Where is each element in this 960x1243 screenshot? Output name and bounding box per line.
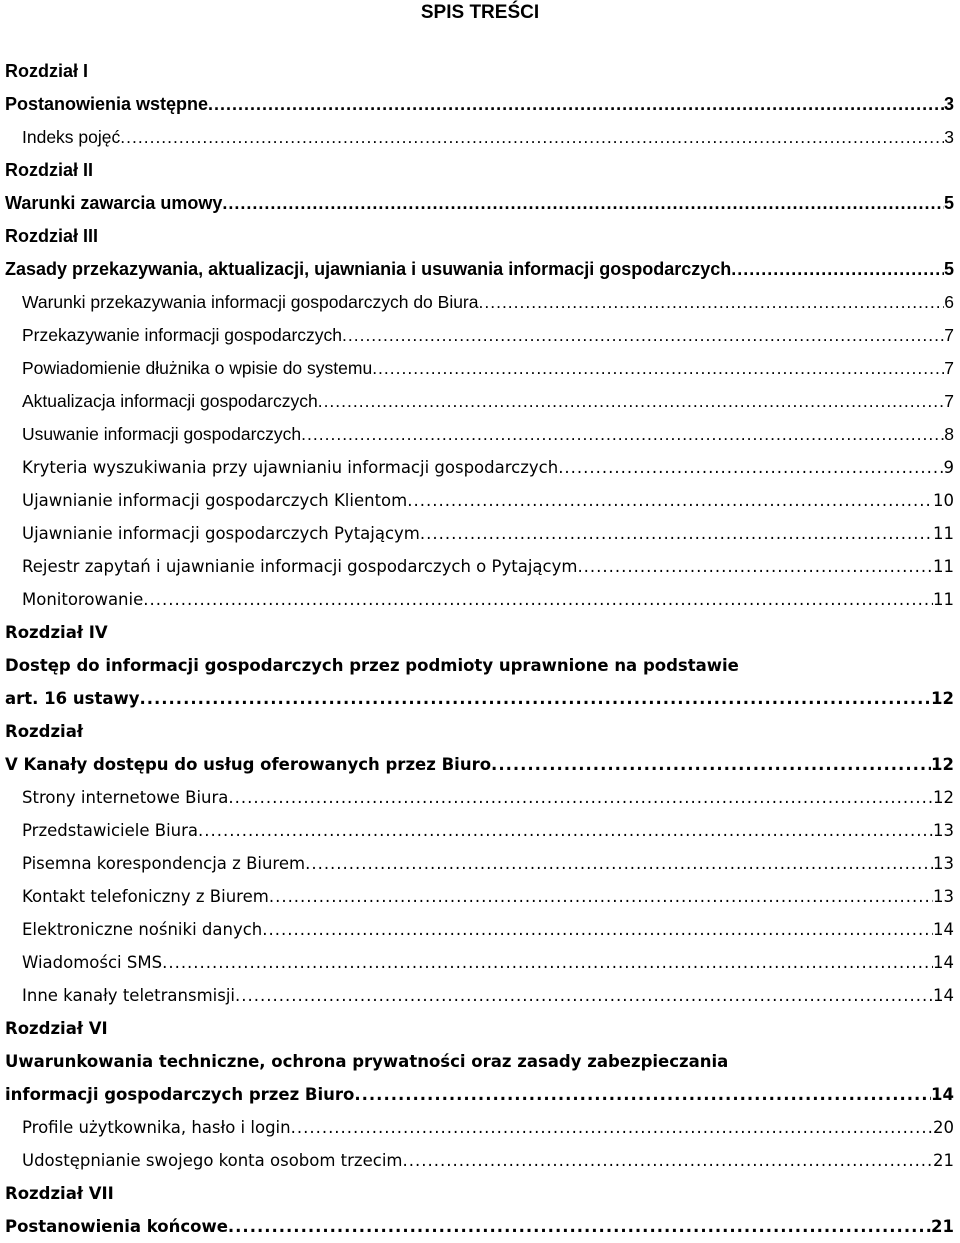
- toc-entry-title: Przedstawiciele Biura: [22, 821, 199, 840]
- toc-page-number: 5: [943, 193, 954, 213]
- toc-dot-leader: [162, 953, 933, 972]
- toc-entry[interactable]: [5, 814, 954, 847]
- toc-entry[interactable]: [5, 352, 954, 385]
- toc-entry-title: Udostępnianie swojego konta osobom trzecim: [22, 1151, 403, 1170]
- toc-entry[interactable]: [5, 880, 954, 913]
- toc-page-number: 5: [943, 259, 954, 279]
- toc-entry-title: informacji gospodarczych przez Biuro: [5, 1085, 355, 1104]
- toc-dot-leader: [228, 1217, 931, 1236]
- toc-entry-title: Zasady przekazywania, aktualizacji, ujawniania i usuwania informacji gospodarczych: [5, 259, 732, 279]
- toc-entry-title: V Kanały dostępu do usług oferowanych przez Biuro: [5, 755, 492, 774]
- toc-dot-leader: [318, 391, 945, 412]
- toc-heading: [5, 1012, 954, 1045]
- toc-entry-title: art. 16 ustawy: [5, 689, 140, 708]
- toc-entry-title: Postanowienia końcowe: [5, 1217, 228, 1236]
- toc-entry[interactable]: [5, 385, 954, 418]
- toc-dot-leader: [731, 259, 944, 280]
- toc-heading: [5, 154, 954, 187]
- toc-dot-leader: [558, 458, 943, 477]
- toc-entry[interactable]: [5, 682, 954, 715]
- table-of-contents: [5, 55, 954, 1243]
- toc-dot-leader: [407, 491, 933, 510]
- toc-dot-leader: [354, 1085, 931, 1104]
- toc-page-number: 21: [933, 1151, 954, 1170]
- toc-heading: [5, 715, 954, 748]
- toc-page-number: 13: [933, 821, 954, 840]
- toc-heading: [5, 1177, 954, 1210]
- toc-dot-leader: [262, 920, 933, 939]
- toc-heading: [5, 55, 954, 88]
- toc-page-number: 8: [944, 424, 954, 444]
- toc-dot-leader: [235, 986, 933, 1005]
- toc-entry-title: Rozdział: [5, 722, 83, 741]
- toc-entry[interactable]: [5, 1111, 954, 1144]
- toc-dot-leader: [269, 887, 933, 906]
- toc-entry[interactable]: [5, 781, 954, 814]
- toc-page-number: 11: [933, 590, 954, 609]
- toc-entry[interactable]: [5, 1144, 954, 1177]
- toc-page-number: 14: [931, 1085, 954, 1104]
- toc-dot-leader: [291, 1118, 933, 1137]
- toc-entry-title: Usuwanie informacji gospodarczych: [22, 424, 302, 444]
- toc-dot-leader: [577, 557, 933, 576]
- toc-heading: [5, 1045, 954, 1078]
- toc-entry[interactable]: [5, 1210, 954, 1243]
- toc-dot-leader: [208, 94, 944, 115]
- toc-entry-title: Indeks pojęć: [22, 127, 121, 147]
- toc-entry[interactable]: [5, 187, 954, 220]
- toc-entry[interactable]: [5, 253, 954, 286]
- toc-entry-title: Monitorowanie: [22, 590, 144, 609]
- toc-page-number: 7: [944, 358, 954, 378]
- toc-page-number: 20: [933, 1118, 954, 1137]
- toc-entry-title: Przekazywanie informacji gospodarczych: [22, 325, 342, 345]
- toc-page-number: 21: [931, 1217, 954, 1236]
- toc-entry[interactable]: [5, 847, 954, 880]
- toc-page-number: 12: [933, 788, 954, 807]
- toc-entry-title: Ujawnianie informacji gospodarczych Pytającym: [22, 524, 420, 543]
- toc-page-number: 11: [933, 524, 954, 543]
- toc-entry-title: Ujawnianie informacji gospodarczych Klientom: [22, 491, 408, 510]
- toc-dot-leader: [198, 821, 933, 840]
- toc-page-number: 12: [931, 755, 954, 774]
- toc-page-number: 14: [933, 920, 954, 939]
- toc-page-number: 14: [933, 953, 954, 972]
- toc-page-number: 7: [944, 391, 954, 411]
- toc-entry-title: Profile użytkownika, hasło i login: [22, 1118, 291, 1137]
- toc-entry-title: Rozdział I: [5, 61, 89, 81]
- toc-entry[interactable]: [5, 319, 954, 352]
- toc-dot-leader: [420, 524, 933, 543]
- toc-dot-leader: [228, 788, 933, 807]
- toc-entry[interactable]: [5, 121, 954, 154]
- toc-entry[interactable]: [5, 418, 954, 451]
- toc-entry-title: Warunki zawarcia umowy: [5, 193, 223, 213]
- toc-entry-title: Powiadomienie dłużnika o wpisie do systemu: [22, 358, 373, 378]
- toc-dot-leader: [120, 127, 944, 148]
- toc-dot-leader: [305, 854, 933, 873]
- toc-entry-title: Dostęp do informacji gospodarczych przez podmioty uprawnione na podstawie: [5, 656, 739, 675]
- toc-page-number: 3: [943, 94, 954, 114]
- toc-entry-title: Kontakt telefoniczny z Biurem: [22, 887, 269, 906]
- toc-heading: [5, 616, 954, 649]
- toc-dot-leader: [139, 689, 931, 708]
- toc-entry[interactable]: [5, 484, 954, 517]
- toc-dot-leader: [342, 325, 944, 346]
- toc-dot-leader: [479, 292, 945, 313]
- toc-entry[interactable]: [5, 88, 954, 121]
- toc-entry[interactable]: [5, 946, 954, 979]
- toc-entry-title: Strony internetowe Biura: [22, 788, 229, 807]
- toc-page-number: 12: [931, 689, 954, 708]
- toc-entry-title: Wiadomości SMS: [22, 953, 163, 972]
- toc-heading: [5, 649, 954, 682]
- toc-page-number: 10: [933, 491, 954, 510]
- toc-entry[interactable]: [5, 1078, 954, 1111]
- toc-entry[interactable]: [5, 748, 954, 781]
- toc-heading: [5, 220, 954, 253]
- toc-entry[interactable]: [5, 583, 954, 616]
- toc-entry-title: Rozdział III: [5, 226, 99, 246]
- toc-entry-title: Inne kanały teletransmisji: [22, 986, 236, 1005]
- toc-entry-title: Rozdział II: [5, 160, 94, 180]
- toc-entry-title: Warunki przekazywania informacji gospodarczych do Biura: [22, 292, 479, 312]
- toc-dot-leader: [143, 590, 933, 609]
- toc-page-number: 3: [944, 127, 954, 147]
- page-title: SPIS TREŚCI: [420, 2, 540, 23]
- toc-entry[interactable]: [5, 979, 954, 1012]
- toc-entry-title: Rozdział VI: [5, 1019, 108, 1038]
- toc-entry-title: Kryteria wyszukiwania przy ujawnianiu informacji gospodarczych: [22, 458, 559, 477]
- toc-entry[interactable]: [5, 913, 954, 946]
- toc-page-number: 13: [933, 887, 954, 906]
- toc-dot-leader: [372, 358, 944, 379]
- toc-entry-title: Rozdział IV: [5, 623, 108, 642]
- toc-entry[interactable]: [5, 286, 954, 319]
- toc-entry[interactable]: [5, 517, 954, 550]
- toc-page-number: 14: [933, 986, 954, 1005]
- toc-entry-title: Postanowienia wstępne: [5, 94, 209, 114]
- toc-entry-title: Rozdział VII: [5, 1184, 114, 1203]
- toc-entry-title: Rejestr zapytań i ujawnianie informacji gospodarczych o Pytającym: [22, 557, 578, 576]
- toc-page-number: 11: [933, 557, 954, 576]
- toc-entry[interactable]: [5, 550, 954, 583]
- toc-entry[interactable]: [5, 451, 954, 484]
- toc-page-number: 7: [944, 325, 954, 345]
- toc-page-number: 13: [933, 854, 954, 873]
- toc-page-number: 9: [943, 458, 954, 477]
- toc-dot-leader: [222, 193, 944, 214]
- toc-dot-leader: [491, 755, 931, 774]
- toc-entry-title: Uwarunkowania techniczne, ochrona prywatności oraz zasady zabezpieczania: [5, 1052, 729, 1071]
- toc-entry-title: Pisemna korespondencja z Biurem: [22, 854, 306, 873]
- toc-entry-title: Aktualizacja informacji gospodarczych: [22, 391, 318, 411]
- toc-entry-title: Elektroniczne nośniki danych: [22, 920, 263, 939]
- toc-page-number: 6: [944, 292, 954, 312]
- toc-dot-leader: [402, 1151, 933, 1170]
- toc-dot-leader: [301, 424, 944, 445]
